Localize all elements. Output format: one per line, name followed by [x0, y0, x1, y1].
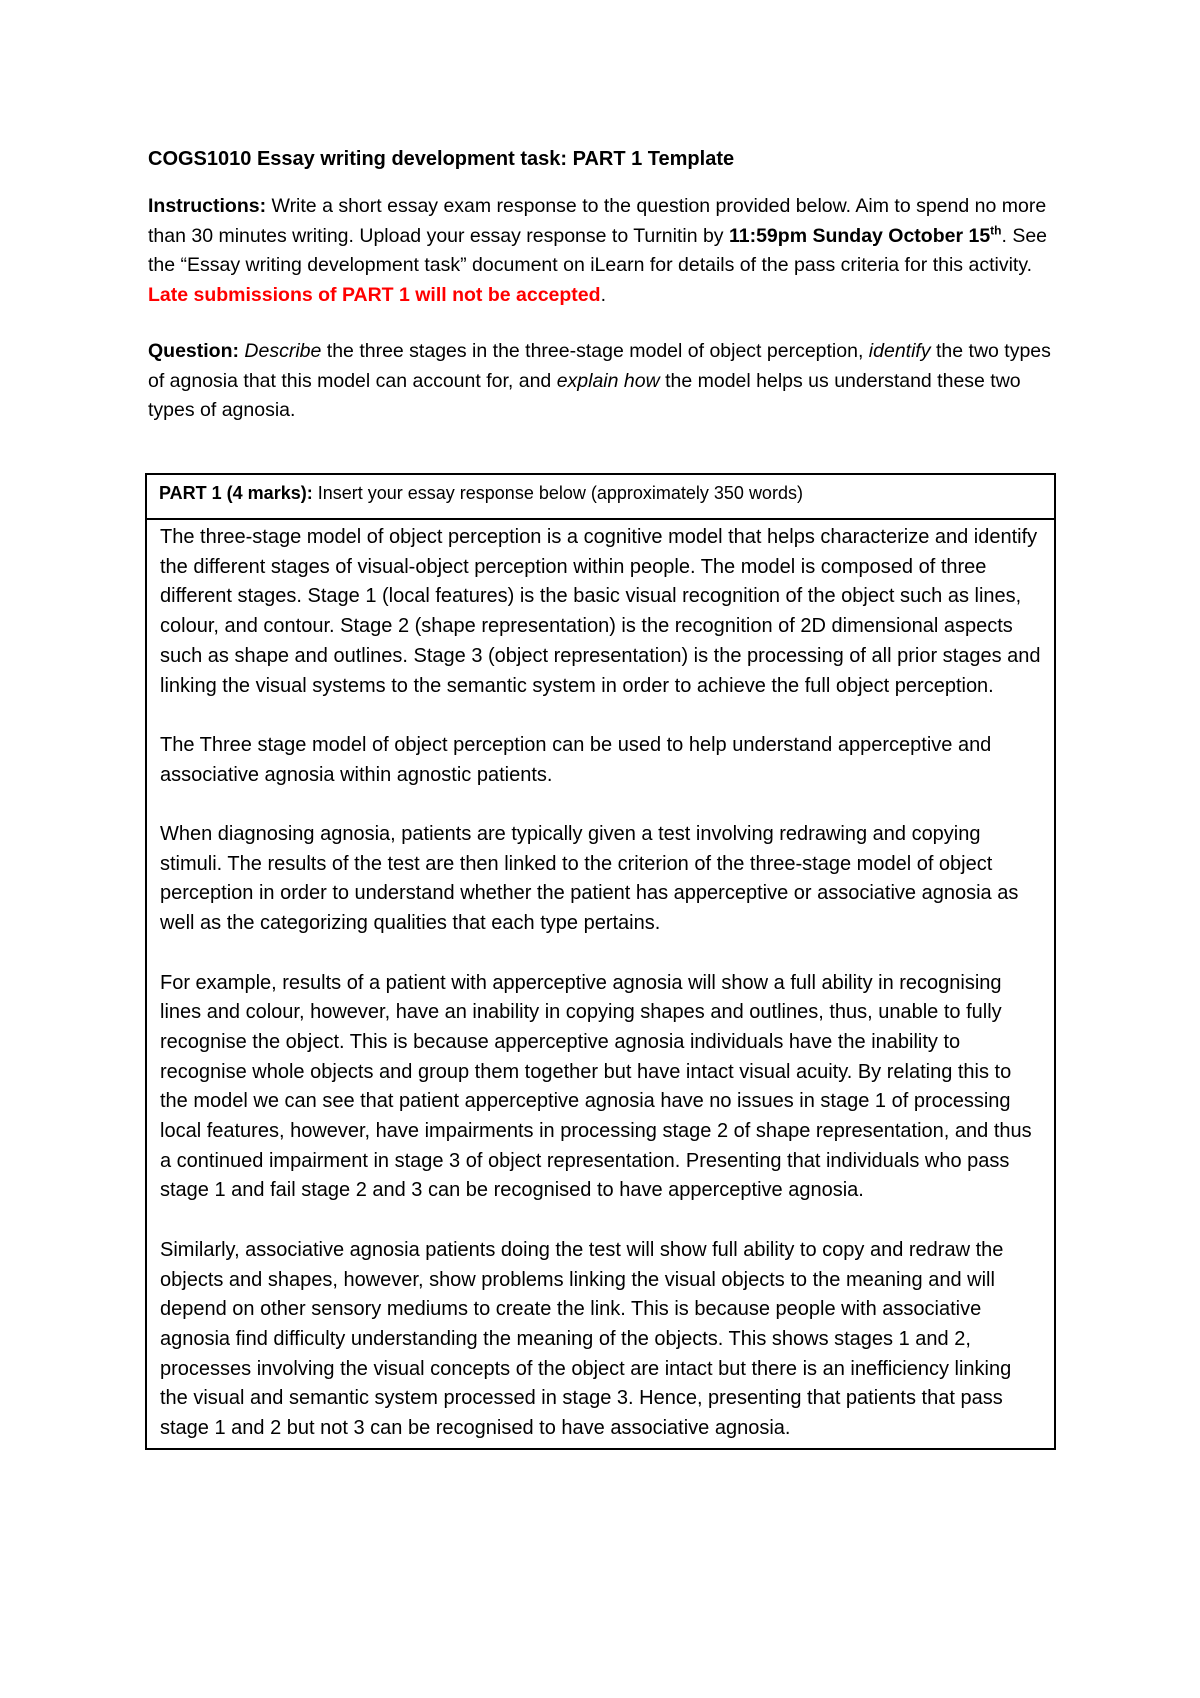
late-submission-notice: Late submissions of PART 1 will not be accepted: [148, 283, 601, 306]
question-explain: explain how: [556, 369, 660, 392]
instructions-text-2: . See the “Essay writing development task” document on iLearn for details of the pass criteria for this activity.: [148, 224, 1048, 276]
question-label: Question:: [148, 340, 239, 362]
essay-paragraph: Similarly, associative agnosia patients doing the test will show full ability to copy and redraw the objects and shapes, however, show problems linking the visual objects to the meaning and will depend on other sensory mediums to create the link. This is because people with associative agnosia find difficulty understanding the meaning of the objects. This shows stages 1 and 2, processes involving the visual concepts of the object are intact but there is an inefficiency linking the visual and semantic system processed in stage 3. Hence, presenting that patients that pass stage 1 and 2 but not 3 can be recognised to have associative agnosia.: [160, 1238, 1012, 1440]
question-paragraph: [148, 337, 1068, 426]
instructions-paragraph: [148, 192, 1068, 310]
question-text-3: the model helps us understand these two types of agnosia.: [148, 369, 1021, 421]
question-describe: Describe: [244, 340, 322, 362]
document-page: [148, 146, 1068, 453]
part1-header-label: PART 1 (4 marks):: [159, 483, 313, 503]
part1-header-text: Insert your essay response below (approximately 350 words): [312, 483, 803, 503]
question-identify: identify: [868, 340, 931, 362]
part1-header: [147, 475, 1054, 520]
essay-paragraph: The Three stage model of object perception can be used to help understand apperceptive and associative agnosia within agnostic patients.: [160, 733, 992, 786]
question-text-1: the three stages in the three-stage model of object perception,: [321, 340, 869, 362]
essay-response-table: [145, 473, 1056, 1450]
question-text-2: the two types of agnosia that this model can account for, and: [148, 340, 1051, 392]
essay-paragraph: The three-stage model of object perception is a cognitive model that helps characterize and identify the different stages of visual-object perception within people. The model is composed of three different stages. Stage 1 (local features) is the basic visual recognition of the object such as lines, colour, and contour. Stage 2 (shape representation) is the recognition of 2D dimensional aspects such as shape and outlines. Stage 3 (object representation) is the processing of all prior stages and linking the visual systems to the semantic system in order to achieve the full object perception.: [160, 526, 1041, 697]
document-title: COGS1010 Essay writing development task: PART 1 Template: [148, 148, 735, 170]
essay-paragraph: For example, results of a patient with apperceptive agnosia will show a full ability in recognising lines and colour, however, have an inability in copying shapes and outlines, thus, unable to fully recognise the object. This is because apperceptive agnosia individuals have the inability to recognise whole objects and group them together but have intact visual acuity. By relating this to the model we can see that patient apperceptive agnosia have no issues in stage 1 of processing local features, however, have impairments in processing stage 2 of shape representation, and thus a continued impairment in stage 3 of object representation. Presenting that individuals who pass stage 1 and fail stage 2 and 3 can be recognised to have apperceptive agnosia.: [160, 971, 1032, 1202]
instructions-label: Instructions:: [148, 195, 267, 217]
instructions-end: .: [600, 283, 606, 306]
instructions-text-1: Write a short essay exam response to the question provided below. Aim to spend no more than 30 minutes writing. Upload your essay response to Turnitin by: [148, 195, 1047, 247]
essay-response-body: [147, 520, 1054, 1448]
deadline-suffix: th: [990, 223, 1002, 237]
essay-paragraph: When diagnosing agnosia, patients are typically given a test involving redrawing and copying stimuli. The results of the test are then linked to the criterion of the three-stage model of object perception in order to understand whether the patient has apperceptive or associative agnosia as well as the categorizing qualities that each type pertains.: [160, 823, 1019, 935]
deadline-time: 11:59pm Sunday October 15: [728, 224, 991, 247]
